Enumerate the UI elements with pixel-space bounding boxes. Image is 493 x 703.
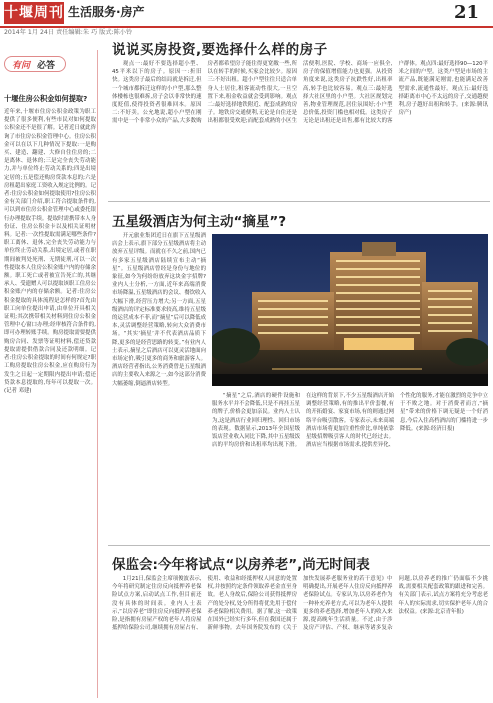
- article2-left-column: [112, 232, 206, 540]
- qa-badge-part-a: 有问: [12, 61, 31, 71]
- qa-badge-part-b: 必答: [37, 61, 56, 71]
- article1-text: 观点一:最好不要选择超小型、45平米以下的房子。原因一:折旧快。这类房子最后的结局就是拆迁,但一个城市都拆迁这样的小户型,那么整体楼栋也很难拆,房子会以非常快的速度贬值,使得投资者很难回本。原因二:不好卖。公允地说,超小户型在刚需中是一个非常小众的产品,大多数购房者都希望房子能住得更宽敞一些,所以在转手的时候,买家会比较少。原因三:不好出租。超小户型往往只适合单身人士居住,租客流动性很大,一旦空置下来,租金收益就会受到影响。观点二:最好选择地铁附近、配套成熟的房子。地铁房交通便利,无论是自住还是出租都很受欢迎;而配套成熟的小区生活便利,医院、学校、商场一应俱全,房子的保值增值能力也更强。从投资角度来说,这类房子抗跌性好,出租率高,转手也比较容易。观点三:最好选择大社区里的小户型。大社区规划完善,物业管理规范,居住氛围好;小户型总价低,投资门槛也相对低。这类房子无论是出租还是出售,都有比较大的客户群体。观点四:最好选择90—120平米之间的户型。这类户型是市场的主流产品,既能满足刚需,也能满足改善型需求,流通性最好。观点五:最好选择距离市中心不太远的房子,交通越便利,房子越好出租和转手。(来源:腾讯房产): [112, 61, 488, 125]
- qa-badge: [4, 56, 66, 72]
- article3-text: 1月21日,保监会主席项俊波表示,今年将研究制定住房反向抵押养老保险试点方案,启动试点工作,但目前还没有具体的时间表。业内人士表示,“以房养老”即住房反向抵押养老保险,是指拥有房屋产权的老年人将房屋抵押给保险公司,继续拥有房屋占有、使用、收益和经抵押权人同意的处置权,并按照约定条件领取养老金直至身故。老人身故后,保险公司获得抵押房产的处分权,处分所得将优先用于偿付养老保险相关费用。据了解,这一政策在国外已经实行多年,但在我国还属于新鲜事物。去年国务院发布的《关于加快发展养老服务业的若干意见》中明确提出,开展老年人住房反向抵押养老保险试点。专家认为,以房养老作为一种补充养老方式,可以为老年人提供更多的养老选择,增加老年人的收入来源,提高晚年生活质量。不过,由于涉及房产评估、产权、继承等诸多复杂问题,以房养老的推广仍面临不少挑战,需要相关配套政策的跟进和完善。有关部门表示,试点方案将充分考虑老年人的实际需求,切实保护老年人的合法权益。(来源:北京青年报): [112, 576, 488, 632]
- section-name: 生活服务·房产: [68, 5, 145, 19]
- masthead: [0, 0, 493, 36]
- hotel-photo: [212, 234, 488, 386]
- sidebar-headline: 十堰住房公积金如何提取?: [4, 94, 88, 103]
- publication-logo: 十堰周刊: [4, 2, 64, 24]
- article3-headline: 保监会:今年将试点“以房养老”,尚无时间表: [112, 557, 370, 573]
- article2-headline: 五星级酒店为何主动“摘星”?: [112, 214, 287, 230]
- article1-body: [112, 60, 488, 196]
- hotel-night-image: [212, 234, 488, 386]
- issue-meta: 2014年 1月 24日 责任编辑:朱 巧 版式:陈小铃: [4, 29, 133, 36]
- article-divider: [108, 545, 490, 546]
- article3-body: [112, 575, 488, 699]
- page-number: 21: [453, 2, 479, 23]
- qa-sidebar: [2, 50, 98, 698]
- article2-right-text: “摘星”之后,酒店的硬件设施和服务水平并不会降低,只是不再挂五星的牌子,价格会更加亲民。业内人士认为,这是酒店行业回归理性、回归市场的表现。数据显示,2013年全国星级饭店营业收入同比下降,其中五星级饭店的平均房价和出租率均出现下滑。在这样的背景下,不少五星级酒店开始调整经营策略,有的推出平价套餐,有的开拓婚宴、家宴市场,有的则通过网络平台吸引散客。专家表示,未来高端酒店市场将更加注重性价比,单纯依靠星级招牌吸引客人的时代已经过去。酒店应当根据市场需求,提供差异化、个性化的服务,才能在激烈的竞争中立于不败之地。对于消费者而言,“摘星”带来的价格下调无疑是一个好消息,今后入住高档酒店的门槛将进一步降低。(来源:经济日报): [212, 393, 488, 449]
- article-divider: [108, 201, 490, 202]
- article2-right-columns: [212, 392, 488, 540]
- article1-headline: 说说买房投资,要选择什么样的房子: [112, 42, 328, 58]
- sidebar-body: 近年来,十堰市住房公积金政策为职工提供了很多便利,有些市民对如何提取公积金还不是很了解。记者近日就此咨询了市住房公积金管理中心。住房公积金可以在以下几种情况下提取:一是购买、建造、翻建、大修自住住房的;二是离休、退休的;三是完全丧失劳动能力,并与单位终止劳动关系的;四是出境定居的;五是偿还购房贷款本息的;六是房租超出家庭工资收入规定比例的。记者:住房公积金如何提取使用?住房公积金有关部门介绍,职工符合提取条件的,可以到市住房公积金管理中心或委托银行办理提取手续。提取时需携带本人身份证、住房公积金卡以及相关证明材料。记者:一次性提取需满足哪些条件?职工离休、退休,完全丧失劳动能力与单位终止劳动关系,出境定居,或者在职期间被判处死刑、无期徒刑,可以一次性提取本人住房公积金账户内的存储余额。职工死亡或者被宣告死亡的,其继承人、受遗赠人可以提取该职工住房公积金账户内的存储余额。记者:住房公积金提取的具体流程是怎样的?首先由职工向单位提出申请,由单位开具相关证明;其次携带相关材料到住房公积金管理中心窗口办理;经审核符合条件的,即可办理转账手续。购房提取需要提供购房合同、发票等证明材料,偿还贷款提取需提供借款合同及还款明细。记者:住房公积金提取的时间有何规定?职工购房提取住房公积金,应在购房行为发生之日起一定期限内提出申请;偿还贷款本息提取的,每年可以提取一次。(记者 邓建): [4, 109, 96, 394]
- article2-left-text: 开元旅业集团近日在旗下五星级酒店会上表示,旗下部分五星级酒店将主动放弃五星评级。而就在不久之前,国内已有多家五星级酒店陆续宣布主动“摘星”。五星级酒店曾经是身份与地位的象征,如今为何纷纷放弃这块金字招牌?业内人士分析,一方面,近年来高端消费市场降温,五星级酒店的会议、餐饮收入大幅下滑,经营压力增大;另一方面,五星级酒店的评定标准要求较高,维持五星级的运营成本不菲,而“摘星”后可以降低成本,灵活调整经营策略,转向大众消费市场。“其实‘摘星’并不代表酒店品质下降,更多的是经营思路的转变。”有业内人士表示,摘星之后酒店可以更灵活地面向市场定价,吸引更多的商务和旅游客人。酒店经营者指出,公务消费曾是五星级酒店的主要收入来源之一,如今这部分消费大幅萎缩,倒逼酒店转型。: [112, 233, 206, 387]
